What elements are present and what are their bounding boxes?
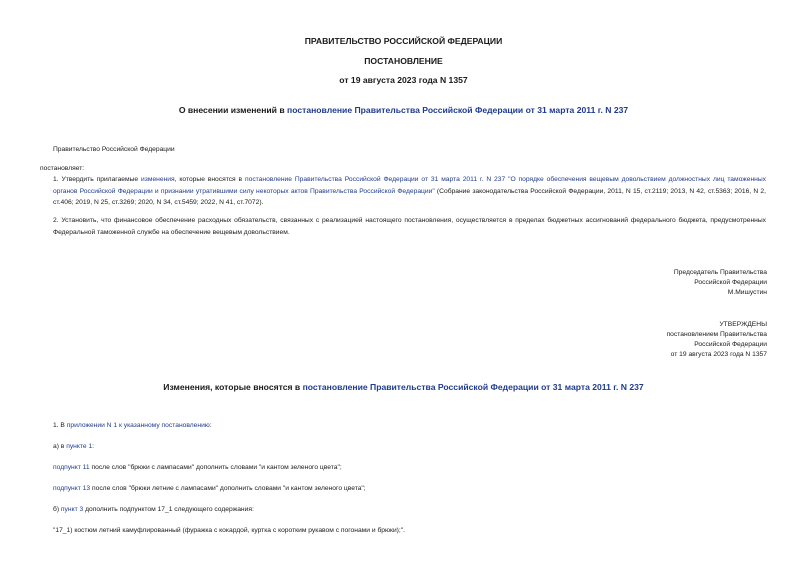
- clause-1-text-c: (Собрание законодательства Российской Федерации, 2011, N 15, ст.2119; 2013, N 42, ст.5363; 2016, N 2, ст.406; 2019, N 25, ст.3269; 2020, N 34, ст.5459; 2022, N 41, ст.7072).: [53, 187, 766, 206]
- changes-title-link[interactable]: постановление Правительства Российской Федерации от 31 марта 2011 г. N 237: [302, 382, 644, 392]
- signature-block: [674, 268, 767, 298]
- signature-country: Российской Федерации: [694, 279, 767, 286]
- subpoint-11-link[interactable]: подпункт 11: [53, 464, 90, 471]
- subpoint-13: [53, 485, 366, 492]
- changes-title-prefix: Изменения, которые вносятся в: [163, 382, 303, 392]
- document-date-number: от 19 августа 2023 года N 1357: [339, 75, 468, 85]
- approved-line-2: постановлением Правительства: [666, 331, 767, 338]
- clause-1-text-a: 1. Утвердить прилагаемые: [53, 176, 142, 183]
- title-link[interactable]: постановление Правительства Российской Федерации от 31 марта 2011 г. N 237: [287, 105, 629, 115]
- approved-block: [667, 320, 767, 360]
- changes-title: [0, 382, 807, 392]
- point-1-link[interactable]: пункте 1: [66, 443, 93, 450]
- government-heading: ПРАВИТЕЛЬСТВО РОССИЙСКОЙ ФЕДЕРАЦИИ: [304, 36, 503, 46]
- appendix-1-link[interactable]: приложении N 1 к указанному постановлению: [66, 422, 210, 429]
- document-type: ПОСТАНОВЛЕНИЕ: [364, 56, 443, 66]
- approved-label: УТВЕРЖДЕНЫ: [719, 321, 767, 328]
- decides-text: постановляет:: [40, 165, 85, 172]
- item-b-pre: б): [53, 506, 61, 513]
- subpoint-13-text: после слов "брюки летние с лампасами" дополнить словами "и кантом зеленого цвета";: [90, 485, 366, 492]
- clause-1-text-b: , которые вносятся в: [174, 176, 245, 183]
- approved-line-4: от 19 августа 2023 года N 1357: [670, 351, 767, 358]
- subpoint-17-1-quote: "17_1) костюм летний камуфлированный (фуражка с кокардой, куртка с коротким рукавом с погонами и брюки);".: [53, 527, 406, 534]
- item-a: [53, 443, 94, 450]
- document-title: [0, 105, 807, 115]
- resolution-237-link[interactable]: постановление Правительства Российской Федерации от 31 марта 2011 г. N 237 "О порядке обеспечения вещевым довольствием должностных лиц таможенных органов Российской Федерации и признании утратившими силу некоторых актов Правительства Российской Федерации": [53, 176, 766, 195]
- item-a-post: :: [92, 443, 95, 450]
- item-a-pre: а) в: [53, 443, 67, 450]
- subpoint-11-text: после слов "брюки с лампасами" дополнить словами "и кантом зеленого цвета";: [89, 464, 342, 471]
- item-1-post: :: [209, 422, 212, 429]
- item-1-pre: 1. В: [53, 422, 67, 429]
- subpoint-13-link[interactable]: подпункт 13: [53, 485, 91, 492]
- clause-2: 2. Установить, что финансовое обеспечение расходных обязательств, связанных с реализацией настоящего постановления, осуществляется в пределах бюджетных ассигнований федерального бюджета, предусмотренных Федеральной таможенной службе на обеспечение вещевым довольствием.: [53, 217, 766, 236]
- title-prefix: О внесении изменений в: [178, 105, 288, 115]
- changes-link[interactable]: изменения: [141, 176, 175, 183]
- issuer-text: Правительство Российской Федерации: [53, 146, 175, 153]
- clause-1: [53, 174, 766, 209]
- approved-line-3: Российской Федерации: [694, 341, 767, 348]
- point-3-link[interactable]: пункт 3: [60, 506, 84, 513]
- item-b-post: дополнить подпунктом 17_1 следующего содержания:: [83, 506, 254, 513]
- subpoint-11: [53, 464, 342, 471]
- signature-position: Председатель Правительства: [673, 269, 767, 276]
- item-b: [53, 506, 254, 513]
- signature-name: М.Мишустин: [727, 289, 767, 296]
- item-1: [53, 422, 212, 429]
